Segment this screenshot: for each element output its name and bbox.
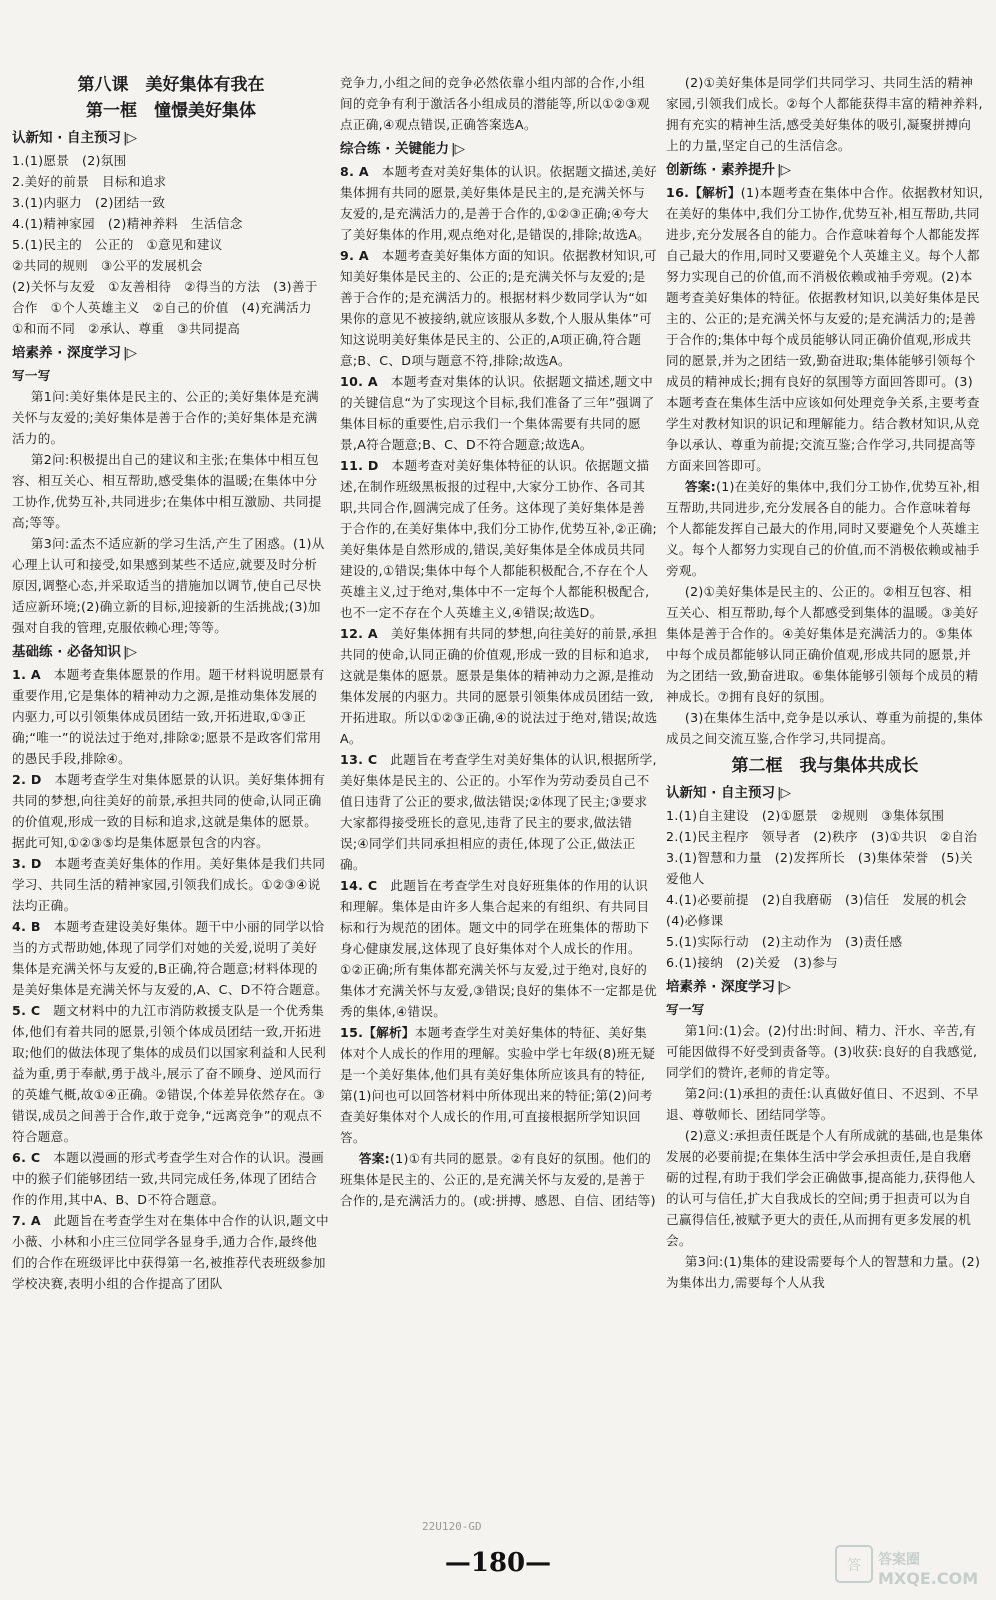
arrow-icon: |▷	[777, 979, 790, 995]
preview-line: 2.(1)民主程序 领导者 (2)秩序 (3)①共识 ②自治	[666, 829, 978, 844]
answer-item: 12. A 美好集体拥有共同的梦想,向往美好的前景,承担共同的使命,认同正确的价值观,形成一致的目标和追求,这就是集体的愿景。愿景是集体的精神动力之源,是推动集体发展的内驱力。共同的愿景引领集体成员团结一致,开拓进取。所以①②③正确,④的说法过于绝对,错误;故选A。	[340, 626, 658, 746]
paragraph: 第3问:(1)集体的建设需要每个人的智慧和力量。(2)为集体出力,需要每个人从我	[666, 1254, 981, 1290]
preview-line: ②共同的规则 ③公平的发展机会	[12, 258, 203, 273]
page-number: —180—	[444, 1548, 552, 1578]
answer-item: 16.【解析】(1)本题考查在集体中合作。依据教材知识,在美好的集体中,我们分工协作,优势互补,相互帮助,共同进步,充分发展各自的能力。合作意味着每个人都能发挥自己最大的作用,同时又要避免个人英雄主义。每个人都努力实现自己的价值,而不消极依赖或袖手旁观。(2)本题考查美好集体的特征。依据教材知识,以美好集体是民主的、公正的;是充满关怀与友爱的;是充满活力的;是善于合作的;集体中每个成员能够认同正确价值观,形成共同的愿景,并为之团结一致,勤奋进取;集体能够引领每个成员的精神成长;拥有良好的氛围等方面回答即可。(3)本题考查在集体生活中应该如何处理竞争关系,主要考查学生对教材知识的识记和理解能力。结合教材知识,从竞争以承认、尊重为前提;交流互鉴;合作学习,共同提高等方面来回答即可。	[666, 185, 984, 473]
paragraph: 第1问:(1)会。(2)付出:时间、精力、汗水、辛苦,有可能因做得不好受到责备等。(3)收获:良好的自我感觉,同学们的赞许,老师的肯定等。	[666, 1023, 978, 1080]
watermark-logo	[834, 1540, 984, 1592]
arrow-icon: |▷	[123, 644, 136, 660]
paragraph: (2)意义:承担责任既是个人有所成就的基础,也是集体发展的必要前提;在集体生活中学会承担责任,是自我磨砺的过程,有助于我们学会正确做事,提高能力,获得他人的认可与信任,扩大自我成长的空间;勇于担责可以为自己赢得信任,被赋予更大的责任,从而拥有更多发展的机会。	[666, 1128, 984, 1248]
preview-line: 2.美好的前景 目标和追求	[12, 174, 167, 189]
answer-item: 3. D 本题考查美好集体的作用。美好集体是我们共同学习、共同生活的精神家园,引领我们成长。①②③④说法均正确。	[12, 856, 326, 913]
answer-item: 8. A 本题考查对美好集体的认识。依据题文描述,美好集体拥有共同的愿景,美好集体是民主的,是充满关怀与友爱的,是充满活力的,是善于合作的,①②③正确;④夸大了美好集体的作用,观点绝对化,是错误的,排除;故选A。	[340, 164, 657, 242]
answer-item: 4. B 本题考查建设美好集体。题干中小丽的同学以恰当的方式帮助她,体现了同学们对她的关爱,说明了美好集体是充满关怀与友爱的,B正确,符合题意;材料体现的是美好集体是充满关怀与友爱的,A、C、D不符合题意。	[12, 919, 328, 997]
column-3	[666, 72, 984, 1520]
preview-line: 4.(1)精神家园 (2)精神养料 生活信念	[12, 216, 243, 231]
preview-line: 6.(1)接纳 (2)关爱 (3)参与	[666, 955, 838, 970]
arrow-icon: |▷	[451, 141, 464, 157]
section-heading: 认新知 · 自主预习 |▷	[12, 130, 136, 146]
paragraph: 第2问:积极提出自己的建议和主张;在集体中相互包容、相互关心、相互帮助,感受集体的温暖;在集体中分工协作,优势互补,共同进步;在集体中相互激励、共同提高;等等。	[12, 452, 322, 530]
answer-item: 11. D 本题考查对美好集体特征的认识。依据题文描述,在制作班级黑板报的过程中,大家分工协作、各司其职,共同合作,圆满完成了任务。这体现了美好集体是善于合作的,在美好集体中,我们分工协作,优势互补,②正确;美好集体是自然形成的,错误,美好集体是全体成员共同建设的,①错误;集体中每个人都能积极配合,不存在个人英雄主义,过于绝对,集体中不一定每个人都能积极配合,也不一定不存在个人英雄主义,④错误;故选D。	[340, 458, 658, 620]
preview-line: 1.(1)自主建设 (2)①愿景 ②规则 ③集体氛围	[666, 808, 945, 823]
answer-item: 15.【解析】本题考查学生对美好集体的特征、美好集体对个人成长的作用的理解。实验中学七年级(8)班无疑是一个美好集体,他们具有美好集体所应该具有的特征,第(1)问也可以回答材料中所体现出来的特征;第(2)问考查美好集体对个人成长的作用,可直接根据所学知识回答。	[340, 1025, 656, 1145]
answer-text: 答案:(1)①有共同的愿景。②有良好的氛围。他们的班集体是民主的、公正的,是充满关怀与友爱的,是善于合作的,是充满活力的。(或:拼搏、感恩、自信、团结等)	[340, 1151, 656, 1208]
preview-line: 3.(1)智慧和力量 (2)发挥所长 (3)集体荣誉 (5)关爱他人	[666, 850, 973, 886]
answer-item: 1. A 本题考查集体愿景的作用。题干材料说明愿景有重要作用,它是集体的精神动力之源,是推动集体发展的内驱力,可以引领集体成员团结一致,开拓进取,①③正确;“唯一”的说法过于绝对,排除②;愿景不是政客们常用的愚民手段,排除④。	[12, 667, 325, 766]
answer-text: (3)在集体生活中,竞争是以承认、尊重为前提的,集体成员之间交流互鉴,合作学习,共同提高。	[666, 710, 984, 746]
arrow-icon: |▷	[777, 785, 790, 801]
preview-line: 1.(1)愿景 (2)氛围	[12, 153, 127, 168]
column-2	[340, 72, 658, 1520]
section-title: 第一框 憧憬美好集体	[86, 101, 256, 121]
print-code: 22U120-GD	[422, 1520, 482, 1533]
answer-item: 7. A 此题旨在考查学生对在集体中合作的认识,题文中小薇、小林和小庄三位同学各显身手,通力合作,最终他们的合作在班级评比中获得第一名,被推荐代表班级参加学校决赛,表明小组的合作提高了团队	[12, 1213, 329, 1291]
paragraph: (2)①美好集体是同学们共同学习、共同生活的精神家园,引领我们成长。②每个人都能获得丰富的精神养料,拥有充实的精神生活,感受美好集体的吸引,凝聚拼搏向上的力量,坚定自己的生活信念。	[666, 75, 983, 153]
answer-item: 5. C 题文材料中的九江市消防救援支队是一个优秀集体,他们有着共同的愿景,引领个体成员团结一致,开拓进取;他们的做法体现了集体的成员们以国家利益和人民利益为重,勇于奉献,勇于战斗,展示了奋不顾身、逆风而行的英雄气概,故①④正确。②错误,个体差异依然存在。③错误,成员之间善于合作,敢于竞争,“远离竞争”的观点不符合题意。	[12, 1003, 326, 1144]
section-heading: 综合练 · 关键能力 |▷	[340, 141, 464, 157]
arrow-icon: |▷	[777, 162, 790, 178]
answer-text: 答案:(1)在美好的集体中,我们分工协作,优势互补,相互帮助,共同进步,充分发展各自的能力。合作意味着每个人都能发挥自己最大的作用,同时又要避免个人英雄主义。每个人都努力实现自己的价值,而不消极依赖或袖手旁观。	[666, 479, 980, 578]
answer-text: (2)①美好集体是民主的、公正的。②相互包容、相互关心、相互帮助,每个人都感受到集体的温暖。③美好集体是善于合作的。④美好集体是充满活力的。⑤集体中每个成员都能够认同正确价值观,形成共同的愿景,并为之团结一致,勤奋进取。⑥集体能够引领每个成员的精神成长。⑦拥有良好的氛围。	[666, 584, 979, 704]
answer-item: 6. C 本题以漫画的形式考查学生对合作的认识。漫画中的猴子们能够团结一致,共同完成任务,体现了团结合作的作用,其中A、B、D不符合题意。	[12, 1150, 325, 1207]
paragraph: 第2问:(1)承担的责任:认真做好值日、不迟到、不早退、尊敬师长、团结同学等。	[666, 1086, 979, 1122]
paragraph: 第3问:孟杰不适应新的学习生活,产生了困惑。(1)从心理上认可和接受,如果感到某些不适应,就要及时分析原因,调整心态,并采取适当的措施加以调节,使自己尽快适应新环境;(2)确立新的目标,迎接新的生活挑战;(3)加强对自我的管理,克服依赖心理;等等。	[12, 536, 325, 635]
column-1	[12, 72, 330, 1520]
subheading: 写一写	[666, 1002, 705, 1017]
answer-item: 2. D 本题考查学生对集体愿景的认识。美好集体拥有共同的梦想,向往美好的前景,承担共同的使命,认同正确的价值观,形成一致的目标和追求,这就是集体的愿景。据此可知,①②③⑤均是集体愿景包含的内容。	[12, 772, 326, 850]
answer-item: 10. A 本题考查对集体的认识。依据题文描述,题文中的关键信息“为了实现这个目标,我们准备了三年”强调了集体目标的重要性,启示我们一个集体需要有共同的愿景,A符合题意;B、C、D不符合题意;故选A。	[340, 374, 655, 452]
section-heading: 创新练 · 素养提升 |▷	[666, 162, 790, 178]
section-heading: 培素养 · 深度学习 |▷	[12, 345, 136, 361]
paragraph: 竞争力,小组之间的竞争必然依靠小组内部的合作,小组间的竞争有利于激活各小组成员的潜能等,所以①②③观点正确,④观点错误,正确答案选A。	[340, 75, 650, 132]
answer-item: 9. A 本题考查美好集体方面的知识。依据教材知识,可知美好集体是民主的、公正的;是充满关怀与友爱的;是善于合作的;是充满活力的。根据材料少数同学认为“如果你的意见不被接纳,就应该服从多数,个人服从集体”可知这说明美好集体是民主的、公正的,A项正确,符合题意;B、C、D项与题意不符,排除;故选A。	[340, 248, 657, 368]
section-title: 第二框 我与集体共成长	[731, 756, 919, 776]
arrow-icon: |▷	[123, 345, 136, 361]
preview-line: (2)关怀与友爱 ①友善相待 ②得当的方法 (3)善于合作 ①个人英雄主义 ②自己的价值 (4)充满活力	[12, 279, 318, 315]
section-heading: 培素养 · 深度学习 |▷	[666, 979, 790, 995]
preview-line: 5.(1)民主的 公正的 ①意见和建议	[12, 237, 223, 252]
answer-item: 14. C 此题旨在考查学生对良好班集体的作用的认识和理解。集体是由许多人集合起来的有组织、有共同目标和行为规范的团体。题文中的同学在班集体的帮助下身心健康发展,这体现了良好集体对个人成长的作用。①②正确;所有集体都充满关怀与友爱,过于绝对,良好的集体才充满关怀与友爱,③错误;良好的集体不一定都是优秀的集体,④错误。	[340, 878, 657, 1019]
svg-text:答: 答	[847, 1558, 861, 1574]
lesson-title: 第八课 美好集体有我在	[77, 75, 265, 95]
svg-text:MXQE.COM: MXQE.COM	[878, 1569, 979, 1588]
preview-line: 4.(1)必要前提 (2)自我磨砺 (3)信任 发展的机会 (4)必修课	[666, 892, 980, 928]
answer-item: 13. C 此题旨在考查学生对美好集体的认识,根据所学,美好集体是民主的、公正的。小军作为劳动委员自己不值日违背了公正的要求,做法错误;②体现了民主;③要求大家都得接受班长的意见,违背了民主的要求,做法错误;④同学们共同承担相应的责任,体现了公正,做法正确。	[340, 752, 657, 872]
section-heading: 基础练 · 必备知识 |▷	[12, 644, 136, 660]
subheading: 写一写	[12, 368, 51, 383]
section-heading: 认新知 · 自主预习 |▷	[666, 785, 790, 801]
preview-line: ①和而不同 ②承认、尊重 ③共同提高	[12, 321, 241, 336]
preview-line: 3.(1)内驱力 (2)团结一致	[12, 195, 166, 210]
svg-text:答案圈: 答案圈	[878, 1552, 920, 1568]
preview-line: 5.(1)实际行动 (2)主动作为 (3)责任感	[666, 934, 903, 949]
arrow-icon: |▷	[123, 130, 136, 146]
paragraph: 第1问:美好集体是民主的、公正的;美好集体是充满关怀与友爱的;美好集体是善于合作的;美好集体是充满活力的。	[12, 389, 320, 446]
